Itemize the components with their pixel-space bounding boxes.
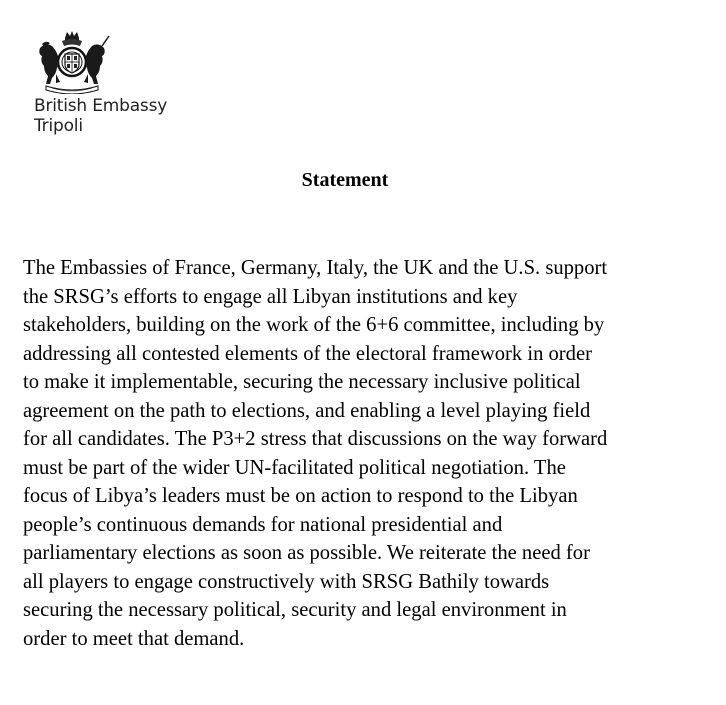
statement-line: The Embassies of France, Germany, Italy, the UK and the U.S. support	[23, 257, 608, 279]
statement-line: securing the necessary political, security and legal environment in	[23, 599, 567, 621]
statement-line: all players to engage constructively with SRSG Bathily towards	[23, 570, 550, 593]
statement-line: the SRSG’s efforts to engage all Libyan institutions and key	[23, 285, 518, 308]
embassy-name-line2: Tripoli	[34, 116, 83, 136]
statement-line: addressing all contested elements of the electoral framework in order	[23, 342, 592, 365]
statement-line: for all candidates. The P3+2 stress that discussions on the way forward	[23, 428, 608, 450]
embassy-name	[34, 96, 167, 136]
statement-body	[23, 254, 703, 653]
document-title: Statement	[301, 169, 389, 191]
statement-line: focus of Libya’s leaders must be on action to respond to the Libyan	[23, 485, 578, 507]
statement-line: agreement on the path to elections, and enabling a level playing field	[23, 399, 591, 422]
statement-line: parliamentary elections as soon as possible. We reiterate the need for	[23, 542, 590, 564]
royal-coat-of-arms-icon	[32, 28, 112, 94]
statement-line: must be part of the wider UN-facilitated political negotiation. The	[23, 456, 566, 479]
statement-line: to make it implementable, securing the necessary inclusive political	[23, 371, 581, 393]
embassy-name-line1: British Embassy	[34, 96, 168, 116]
statement-line: order to meet that demand.	[23, 627, 245, 650]
statement-line: stakeholders, building on the work of the 6+6 committee, including by	[23, 314, 605, 336]
statement-line: people’s continuous demands for national presidential and	[23, 513, 503, 536]
